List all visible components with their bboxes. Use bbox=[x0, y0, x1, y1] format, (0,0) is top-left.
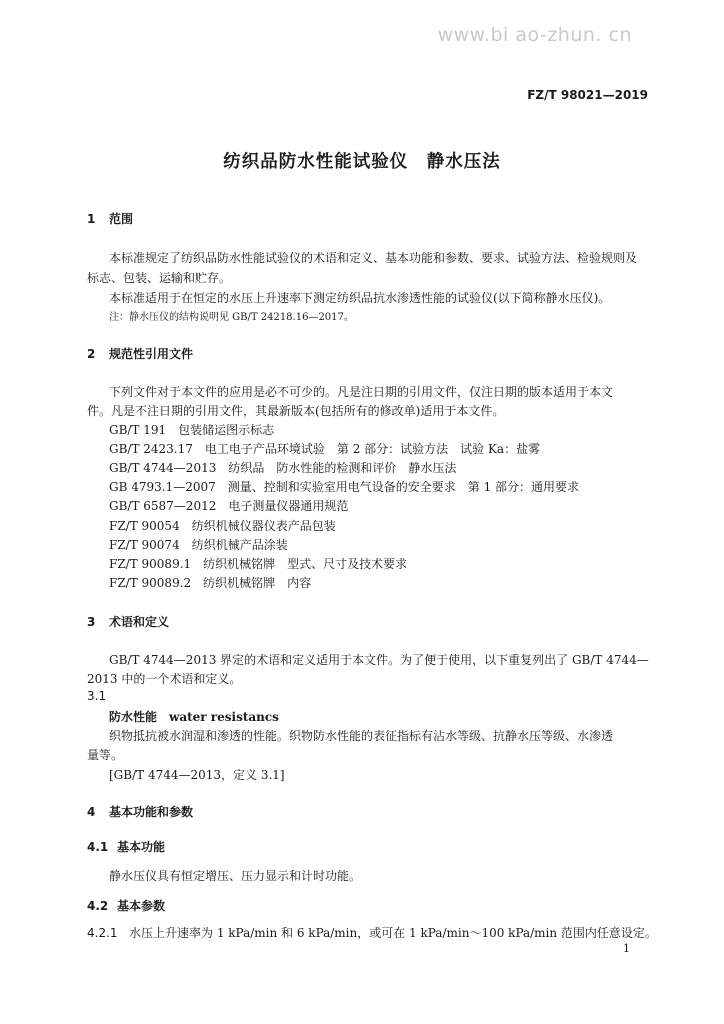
reference-item: GB/T 6587—2012 电子测量仪器通用规范 bbox=[109, 499, 349, 513]
reference-item: GB/T 2423.17 电工电子产品环境试验 第 2 部分：试验方法 试验 Ka：盐雾 bbox=[109, 442, 541, 456]
section-title: 基本参数 bbox=[117, 899, 166, 913]
clause-text: 水压上升速率为 1 kPa/min 和 6 kPa/min，或可在 1 kPa/min～100 kPa/min 范围内任意设定。 bbox=[129, 926, 657, 940]
section-title: 基本功能 bbox=[117, 840, 166, 854]
clause-4-2-1 bbox=[87, 924, 657, 941]
section-number: 1 bbox=[87, 212, 96, 226]
section-title: 术语和定义 bbox=[109, 615, 170, 629]
watermark-text: www.bi ao-zhun. cn bbox=[437, 24, 632, 46]
term bbox=[109, 708, 279, 725]
section-number: 4.1 bbox=[87, 840, 109, 854]
reference-item: GB/T 191 包装储运图示标志 bbox=[109, 423, 275, 437]
definition: 量等。 bbox=[87, 748, 124, 762]
term-chinese: 防水性能 bbox=[109, 710, 158, 724]
standard-number: FZ/T 98021—2019 bbox=[527, 88, 648, 102]
section-3-heading bbox=[87, 613, 169, 630]
page-number: 1 bbox=[623, 942, 630, 955]
section-number: 4 bbox=[87, 805, 96, 819]
section-4-heading bbox=[87, 803, 193, 820]
section-title: 规范性引用文件 bbox=[109, 347, 194, 361]
paragraph: 静水压仪具有恒定增压、压力显示和计时功能。 bbox=[109, 869, 362, 883]
section-title: 范围 bbox=[109, 212, 134, 226]
paragraph: 下列文件对于本文件的应用是必不可少的。凡是注日期的引用文件，仅注日期的版本适用于本文 bbox=[109, 385, 614, 399]
section-number: 2 bbox=[87, 347, 96, 361]
paragraph: 2013 中的一个术语和定义。 bbox=[87, 672, 242, 686]
paragraph: 本标准规定了纺织品防水性能试验仪的术语和定义、基本功能和参数、要求、试验方法、检验规则及 bbox=[109, 251, 638, 265]
clause-number: 4.2.1 bbox=[87, 926, 118, 940]
term-english: water resistancs bbox=[169, 710, 279, 724]
reference-item: FZ/T 90089.2 纺织机械铭牌 内容 bbox=[109, 576, 312, 590]
subsection-number: 3.1 bbox=[87, 689, 107, 703]
paragraph: 件。凡是不注日期的引用文件，其最新版本(包括所有的修改单)适用于本文件。 bbox=[87, 404, 505, 418]
reference-item: GB 4793.1—2007 测量、控制和实验室用电气设备的安全要求 第 1 部分：通用要求 bbox=[109, 480, 580, 494]
reference-item: FZ/T 90089.1 纺织机械铭牌 型式、尺寸及技术要求 bbox=[109, 557, 408, 571]
section-2-heading bbox=[87, 345, 193, 362]
section-number: 3 bbox=[87, 615, 96, 629]
reference-item: FZ/T 90074 纺织机械产品涂装 bbox=[109, 538, 288, 552]
definition-source: [GB/T 4744—2013，定义 3.1] bbox=[109, 768, 285, 782]
reference-item: GB/T 4744—2013 纺织品 防水性能的检测和评价 静水压法 bbox=[109, 461, 457, 475]
section-4-1-heading bbox=[87, 838, 165, 855]
section-4-2-heading bbox=[87, 897, 165, 914]
paragraph: GB/T 4744—2013 界定的术语和定义适用于本文件。为了便于使用，以下重复列出了 GB/T 4744— bbox=[109, 653, 649, 667]
section-1-heading bbox=[87, 210, 133, 227]
paragraph: 标志、包装、运输和贮存。 bbox=[87, 271, 232, 285]
note: 注：静水压仪的结构说明见 GB/T 24218.16—2017。 bbox=[109, 312, 354, 323]
document-title: 纺织品防水性能试验仪 静水压法 bbox=[223, 152, 501, 172]
definition: 织物抵抗被水润湿和渗透的性能。织物防水性能的表征指标有沾水等级、抗静水压等级、水渗透 bbox=[109, 729, 614, 743]
paragraph: 本标准适用于在恒定的水压上升速率下测定纺织品抗水渗透性能的试验仪(以下简称静水压仪)。 bbox=[109, 291, 611, 305]
reference-item: FZ/T 90054 纺织机械仪器仪表产品包装 bbox=[109, 519, 336, 533]
section-number: 4.2 bbox=[87, 899, 109, 913]
section-title: 基本功能和参数 bbox=[109, 805, 194, 819]
